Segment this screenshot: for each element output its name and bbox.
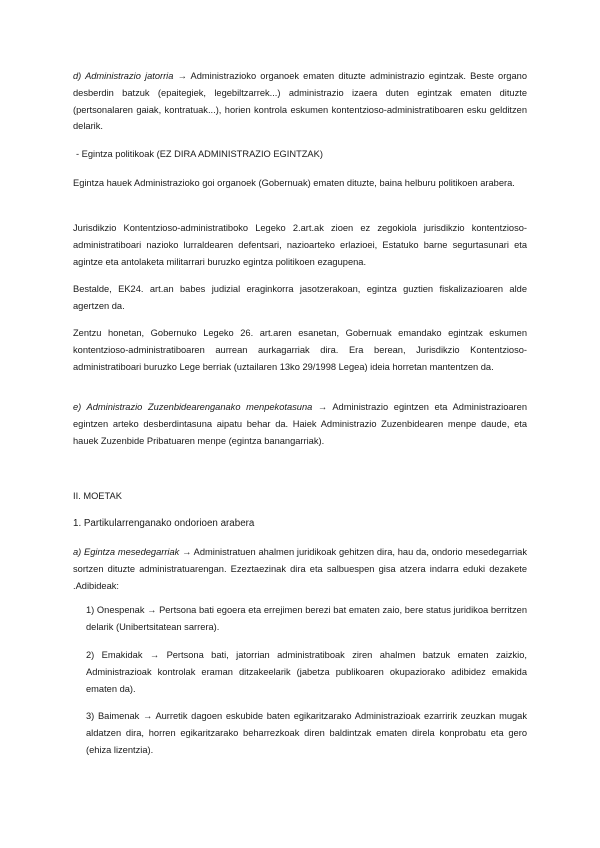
paragraph-menpekotasuna bbox=[73, 399, 527, 449]
list-item-baimenak: 3) Baimenak → Aurretik dagoen eskubide baten egikaritzarako Administrazioak ezarririk zeuzkan mugak aldatzen dira, horren egikaritzarako beharrezkoak diren baldintzak ematen direla konprobatu eta gero (ehiza lizentzia). bbox=[86, 711, 527, 755]
paragraph-text: → Administrazioko organoek ematen dituzte administrazio egintzak. Beste organo desberdin batzuk (epaitegiek, legebiltzarrek...) administrazio izaera duten egintzak ematen dituzte (pertsonalaren gaiak, kontratuak...), horien kontrola eskumen kontentzioso-administratiboaren esku gelditzen delarik. bbox=[73, 71, 527, 132]
paragraph-egintza-hauek: Egintza hauek Administrazioko goi organoek (Gobernuak) ematen dituzte, baina helburu politikoen arabera. bbox=[73, 178, 515, 188]
paragraph-label: d) Administrazio jatorria bbox=[73, 71, 174, 81]
section-egintza-politikoak: - Egintza politikoak (EZ DIRA ADMINISTRAZIO EGINTZAK) bbox=[76, 149, 323, 159]
paragraph-text: → Administratuen ahalmen juridikoak gehitzen dira, hau da, ondorio mesedegarriak sortzen dituzte administratuarengan. Ezeztaezinak dira eta salbuespen gisa atzera indarra eduki dezakete .Adibideak: bbox=[73, 547, 528, 591]
heading-moetak: II. MOETAK bbox=[73, 491, 122, 501]
heading-partikularrenganako: 1. Partikularrenganako ondorioen arabera bbox=[73, 518, 255, 529]
paragraph-label: e) Administrazio Zuzenbidearenganako menpekotasuna bbox=[73, 402, 313, 412]
list-item-emakidak: 2) Emakidak → Pertsona bati, jatorrian administratiboak ziren ahalmen batzuk ematen zaizkio, Administrazioak kontrolak eraman ditzakeelarik (jabetza publikoaren okupaziorako adibidez emakida ematen da). bbox=[86, 650, 527, 694]
paragraph-label: a) Egintza mesedegarriak bbox=[73, 547, 180, 557]
paragraph-administrazio-jatorria bbox=[73, 68, 527, 135]
paragraph-egintza-mesedegarriak bbox=[73, 544, 527, 594]
paragraph-zentzu-honetan: Zentzu honetan, Gobernuko Legeko 26. art.aren esanetan, Gobernuak emandako egintzak eskumen kontentzioso-administratiboaren aurrean aurkagarriak dira. Era berean, Jurisdikzio Kontentzioso-administratiboari buruzko Lege berriak (uztailaren 13ko 29/1998 Legea) ideia horretan mantentzen da. bbox=[73, 328, 527, 372]
paragraph-bestalde: Bestalde, EK24. art.an babes judizial eraginkorra jasotzerakoan, egintza guztien fiskalizazioaren alde agertzen da. bbox=[73, 284, 527, 311]
list-item-onespenak: 1) Onespenak → Pertsona bati egoera eta errejimen berezi bat ematen zaio, bere status juridikoa berritzen delarik (Unibertsitatean sarrera). bbox=[86, 605, 527, 632]
paragraph-text: → Administrazio egintzen eta Administrazioaren egintzen arteko desberdintasuna aipatu behar da. Haiek Administrazio Zuzenbidearen menpe daude, eta hauek Zuzenbide Pribatuaren menpe (egintza banangarriak). bbox=[73, 402, 527, 446]
paragraph-jurisdikzio: Jurisdikzio Kontentzioso-administratiboko Legeko 2.art.ak zioen ez zegokiola jurisdikzio kontentzioso-administratiboari nazioko lurraldearen defentsari, nazioarteko erlazioei, Estatuko barne segurtasunari eta agintze eta antolaketa militarrari buruzko egintza politikoen ezagupena. bbox=[73, 223, 527, 267]
